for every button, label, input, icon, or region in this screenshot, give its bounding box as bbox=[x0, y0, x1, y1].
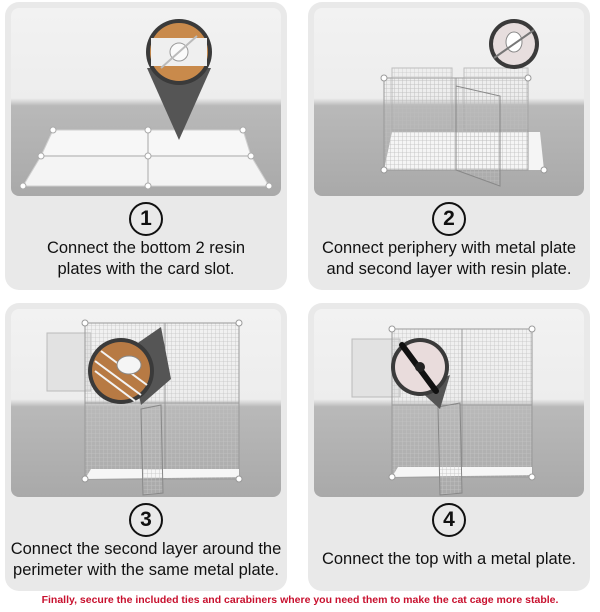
step-caption-3 bbox=[9, 539, 283, 581]
step-1-photo bbox=[11, 8, 281, 196]
step-caption-2-line2: and second layer with resin plate. bbox=[326, 260, 572, 278]
step-caption-4-line1: Connect the top with a metal plate. bbox=[321, 550, 577, 568]
step-3-photo bbox=[11, 309, 281, 497]
step-caption-1-line1: Connect the bottom 2 resin bbox=[46, 239, 246, 257]
step-caption-3-line2: perimeter with the same metal plate. bbox=[13, 561, 279, 579]
step-2-photo bbox=[314, 8, 584, 196]
resin-plates bbox=[20, 127, 272, 189]
step-caption-3-line1: Connect the second layer around the bbox=[10, 540, 282, 558]
step-number-2: 2 bbox=[308, 202, 590, 236]
step-caption-2-line1: Connect periphery with metal plate bbox=[321, 239, 577, 257]
step-number-3: 3 bbox=[5, 503, 287, 537]
step-card-4 bbox=[308, 303, 590, 591]
step-card-1 bbox=[5, 2, 287, 290]
step-card-3 bbox=[5, 303, 287, 591]
step-4-photo bbox=[314, 309, 584, 497]
step-caption-2 bbox=[312, 238, 586, 280]
step-number-1: 1 bbox=[5, 202, 287, 236]
step-caption-1-line2: plates with the card slot. bbox=[57, 260, 235, 278]
step-card-2 bbox=[308, 2, 590, 290]
zoom-callout-card-slot-icon bbox=[146, 19, 212, 140]
zoom-callout-connector-icon bbox=[489, 19, 539, 69]
step-caption-4 bbox=[312, 549, 586, 570]
footer-note: Finally, secure the included ties and carabiners where you need them to make the cat cage more stable. bbox=[41, 594, 559, 606]
step-number-4: 4 bbox=[308, 503, 590, 537]
metal-grid-enclosure bbox=[381, 68, 547, 186]
step-caption-1 bbox=[9, 238, 283, 280]
